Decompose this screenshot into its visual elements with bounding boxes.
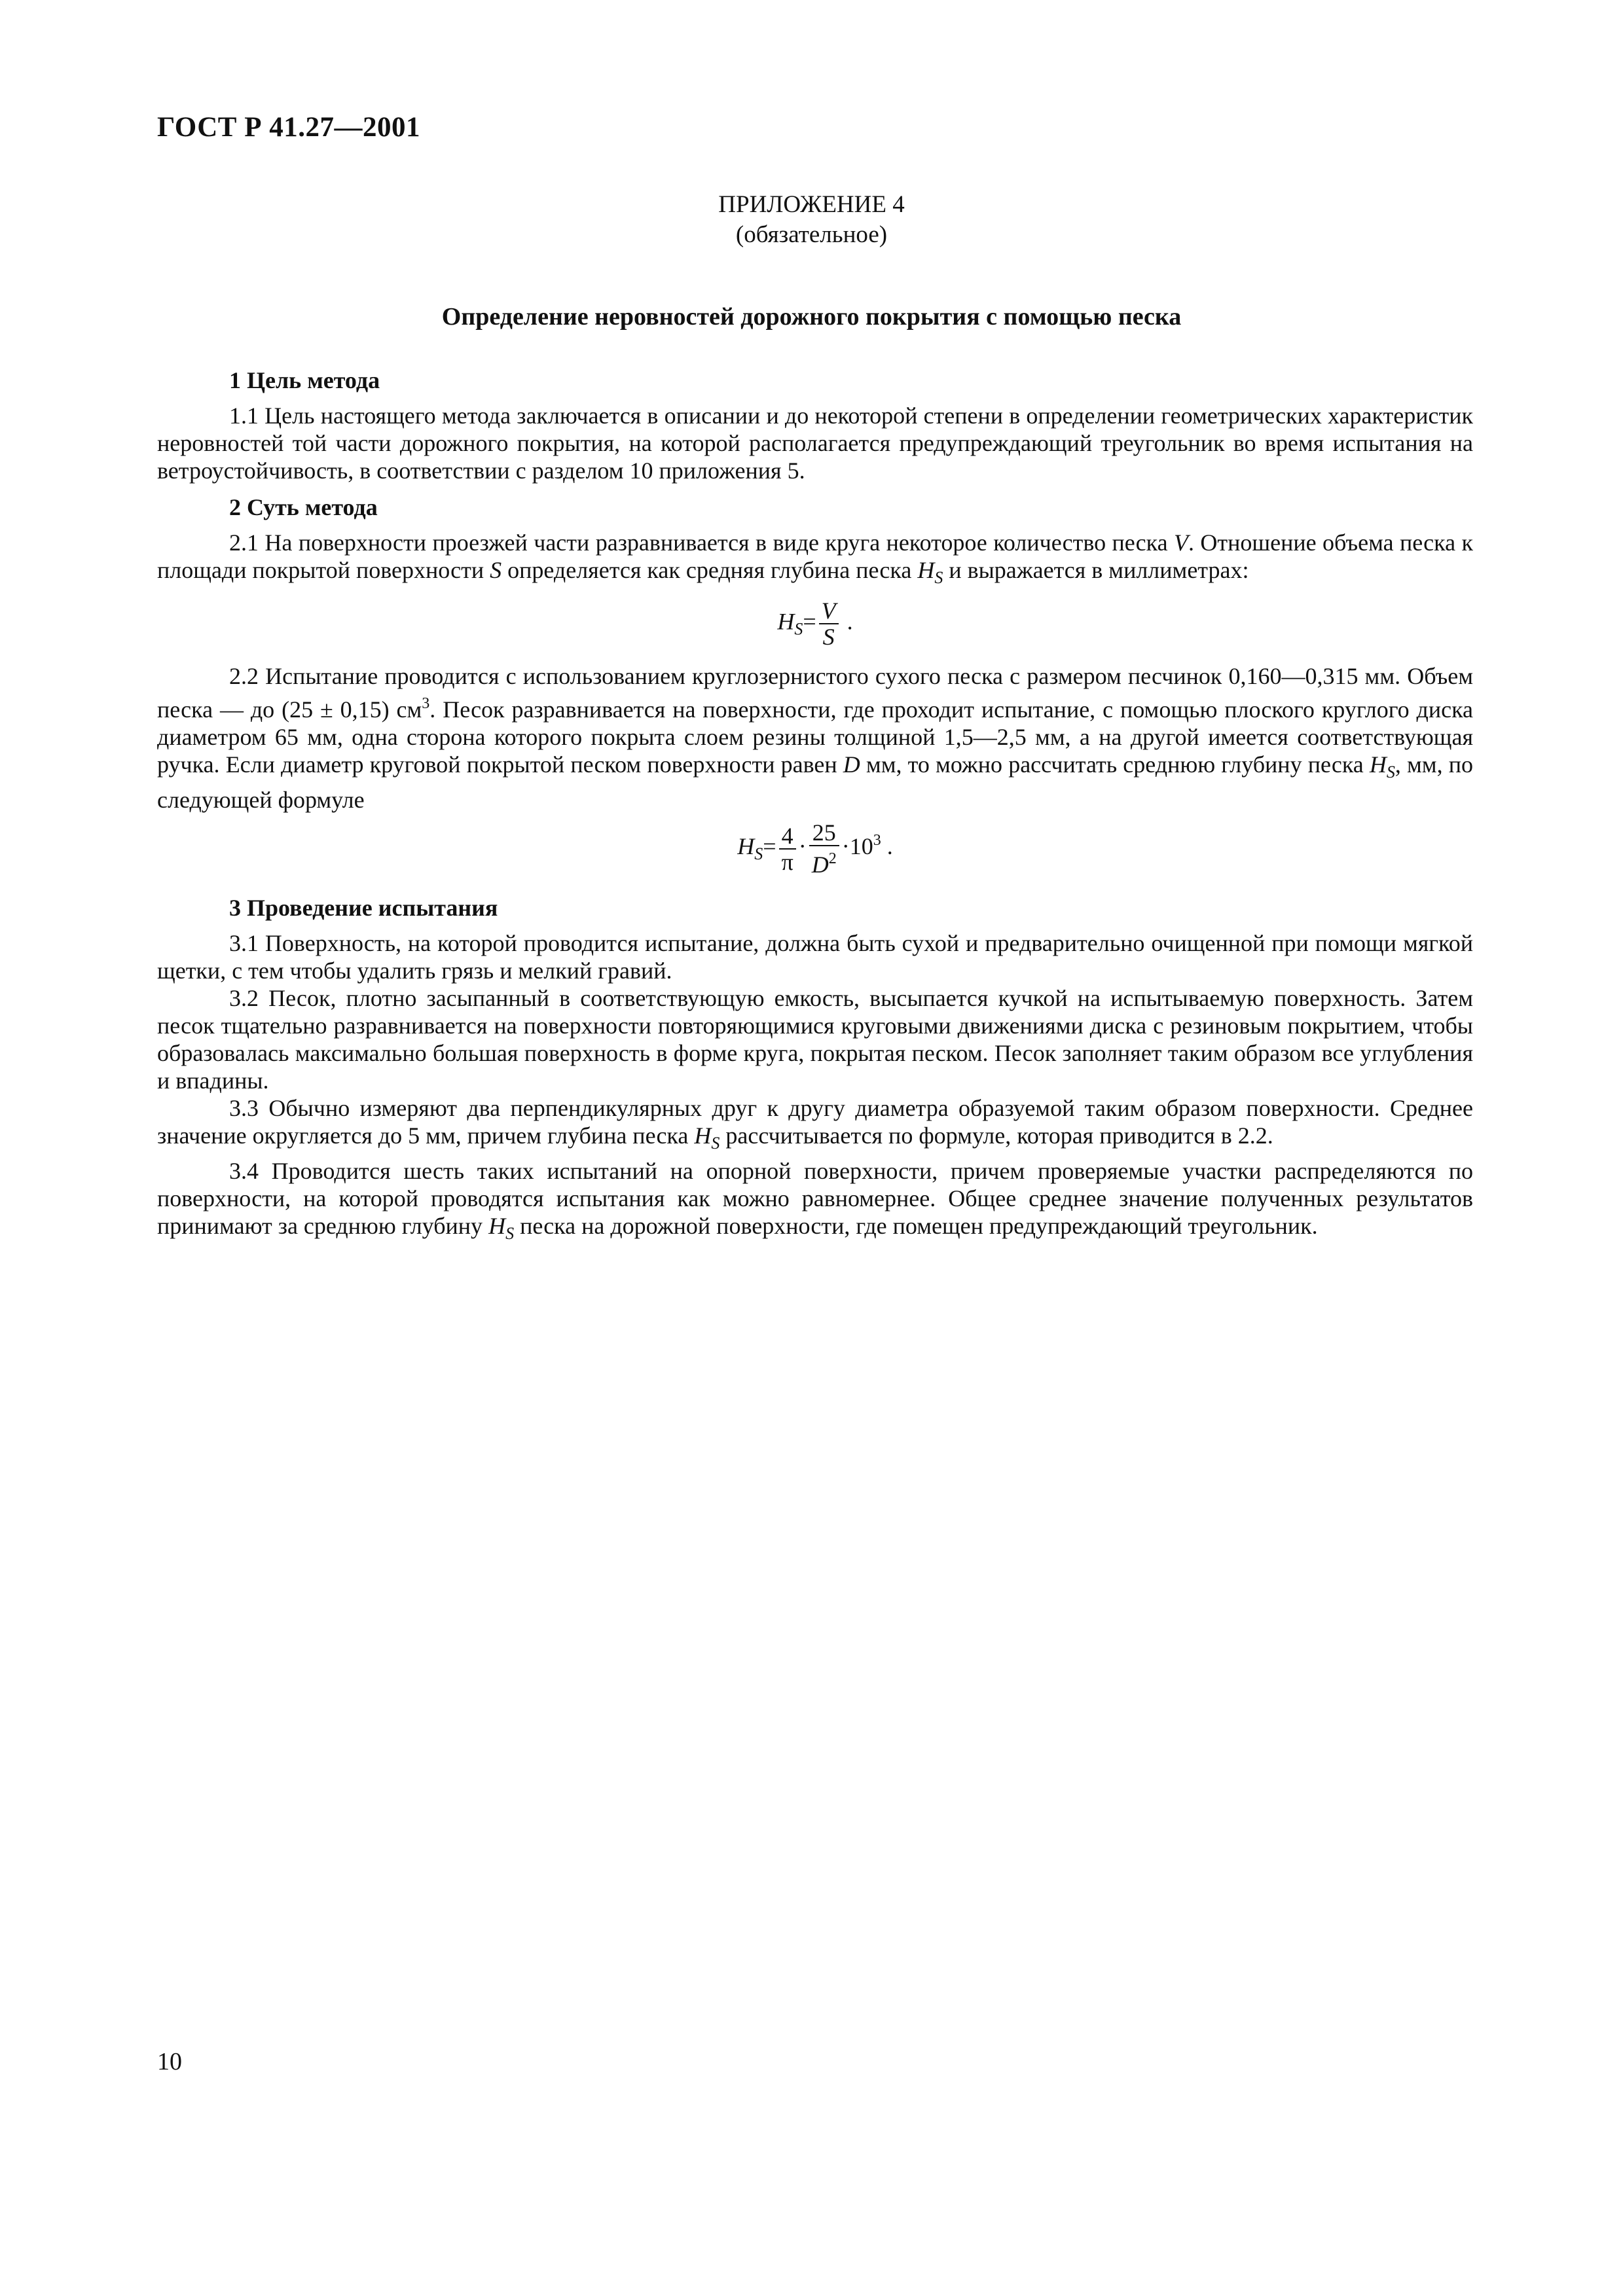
formula-depth-basic: $H_S=$ $\frac{V}{S}$ .	[777, 598, 853, 650]
paragraph-2-1: 2.1 На поверхности проезжей части разравнивается в виде круга некоторое количество песка V. Отношение объема песка к площади покрытой поверхности S определяется как средняя глубина песка $H_S$ и выражается в миллиметрах:	[157, 529, 1473, 587]
paragraph-3-1: 3.1 Поверхность, на которой проводится испытание, должна быть сухой и предварительно очищенной при помощи мягкой щетки, с тем чтобы удалить грязь и мелкий гравий.	[157, 930, 1473, 984]
section-3-heading: 3 Проведение испытания	[229, 895, 498, 921]
paragraph-2-2: 2.2 Испытание проводится с использованием круглозернистого сухого песка с размером песчинок 0,160—0,315 мм. Объем песка — до (25 ± 0,15) $см^3$. Песок разравнивается на поверхности, где проходит испытание, с помощью плоского круглого диска диаметром 65 мм, одна сторона которого покрыта слоем резины толщиной 1,5—2,5 мм, а на другой имеется соответствующая ручка. Если диаметр круговой покрытой песком поверхности равен D мм, то можно рассчитать среднюю глубину песка $H_S$, мм, по следующей формуле	[157, 663, 1473, 813]
document-body	[157, 367, 1473, 1247]
document-title: Определение неровностей дорожного покрытия с помощью песка	[441, 303, 1182, 331]
section-2-heading: 2 Суть метода	[229, 494, 378, 520]
fraction-4-over-pi: $\frac{4}{\pi}$	[779, 823, 796, 874]
fraction-25-over-d2: $\frac{25}{D^2}$	[809, 820, 839, 877]
appendix-heading	[0, 190, 1623, 250]
paragraph-3-3: 3.3 Обычно измеряют два перпендикулярных друг к другу диаметра образуемой таким образом поверхности. Среднее значение округляется до 5 мм, причем глубина песка $H_S$ рассчитывается по формуле, которая приводится в 2.2.	[157, 1095, 1473, 1153]
appendix-label: ПРИЛОЖЕНИЕ 4	[718, 191, 905, 218]
paragraph-1-1: 1.1 Цель настоящего метода заключается в описании и до некоторой степени в определении геометрических характеристик неровностей той части дорожного покрытия, на которой располагается предупреждающий треугольник во время испытания на ветроустойчивость, в соответствии с разделом 10 приложения 5.	[157, 403, 1473, 484]
standard-header: ГОСТ Р 41.27—2001	[157, 112, 421, 143]
formula-depth-diameter: $H_S=$ $\frac{4}{\pi}$ · $\frac{25}{D^2}$ $\cdot 10^3$ .	[737, 819, 893, 878]
paragraph-3-4: 3.4 Проводится шесть таких испытаний на опорной поверхности, причем проверяемые участки распределяются по поверхности, на которой проводятся испытания как можно равномернее. Общее среднее значение полученных результатов принимают за среднюю глубину $H_S$ песка на дорожной поверхности, где помещен предупреждающий треугольник.	[157, 1158, 1473, 1243]
page-number: 10	[157, 2048, 182, 2075]
paragraph-3-2: 3.2 Песок, плотно засыпанный в соответствующую емкость, высыпается кучкой на испытываемую поверхность. Затем песок тщательно разравнивается на поверхности повторяющимися круговыми движениями диска с резиновым покрытием, чтобы образовалась максимально большая поверхность в форме круга, покрытая песком. Песок заполняет таким образом все углубления и впадины.	[157, 985, 1473, 1094]
fraction-v-over-s: $\frac{V}{S}$	[819, 598, 839, 649]
section-1-heading: 1 Цель метода	[229, 367, 380, 393]
appendix-status: (обязательное)	[735, 221, 888, 248]
